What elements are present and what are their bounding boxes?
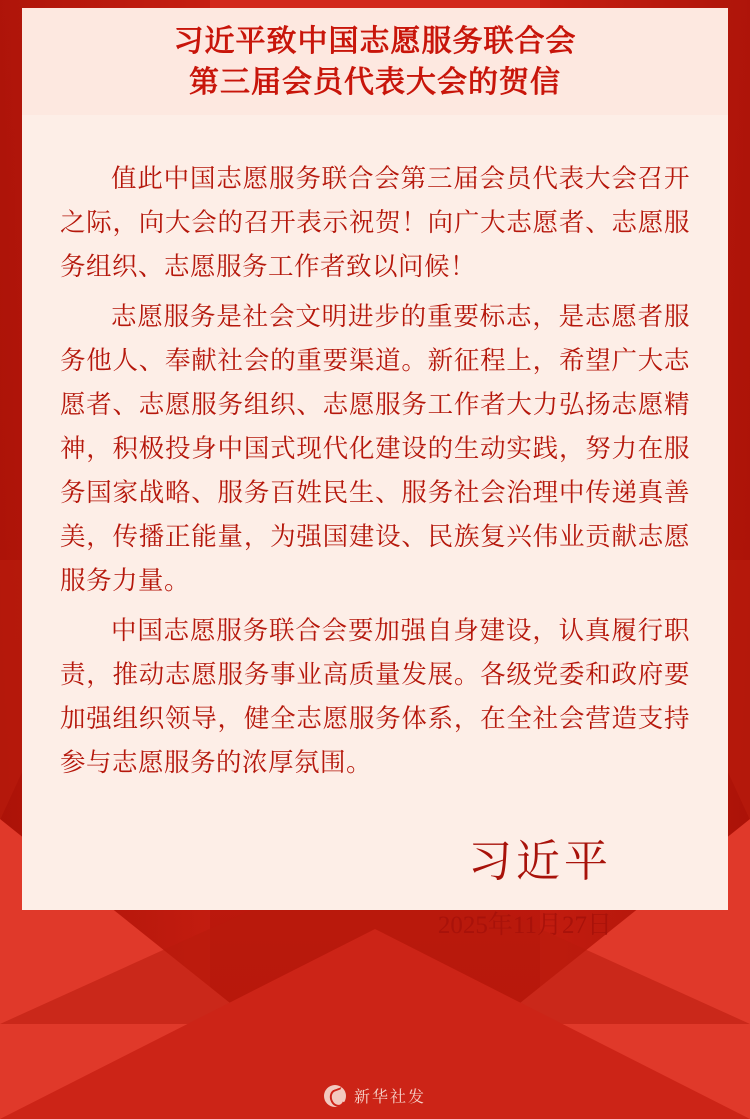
footer: [0, 1084, 750, 1107]
signature: 习近平: [468, 837, 612, 886]
xinhua-logo-icon: [324, 1085, 346, 1107]
letter-paragraph-1: 值此中国志愿服务联合会第三届会员代表大会召开之际，向大会的召开表示祝贺！向广大志愿者、志愿服务组织、志愿服务工作者致以问候！: [60, 164, 690, 281]
signature-date: 2025年11月27日: [437, 912, 612, 939]
letter-paragraph-2: 志愿服务是社会文明进步的重要标志，是志愿者服务他人、奉献社会的重要渠道。新征程上，希望广大志愿者、志愿服务组织、志愿服务工作者大力弘扬志愿精神，积极投身中国式现代化建设的生动实践，努力在服务国家战略、服务百姓民生、服务社会治理中传递真善美，传播正能量，为强国建设、民族复兴伟业贡献志愿服务力量。: [60, 302, 690, 595]
title-line-1: 习近平致中国志愿服务联合会: [173, 24, 577, 58]
footer-credit: 新华社发: [353, 1089, 426, 1106]
title-line-2: 第三届会员代表大会的贺信: [189, 65, 561, 99]
letter-paragraph-3: 中国志愿服务联合会要加强自身建设，认真履行职责，推动志愿服务事业高质量发展。各级党委和政府要加强组织领导，健全志愿服务体系，在全社会营造支持参与志愿服务的浓厚氛围。: [60, 616, 690, 777]
title-banner: [22, 8, 728, 115]
letter-sheet: [22, 115, 728, 939]
